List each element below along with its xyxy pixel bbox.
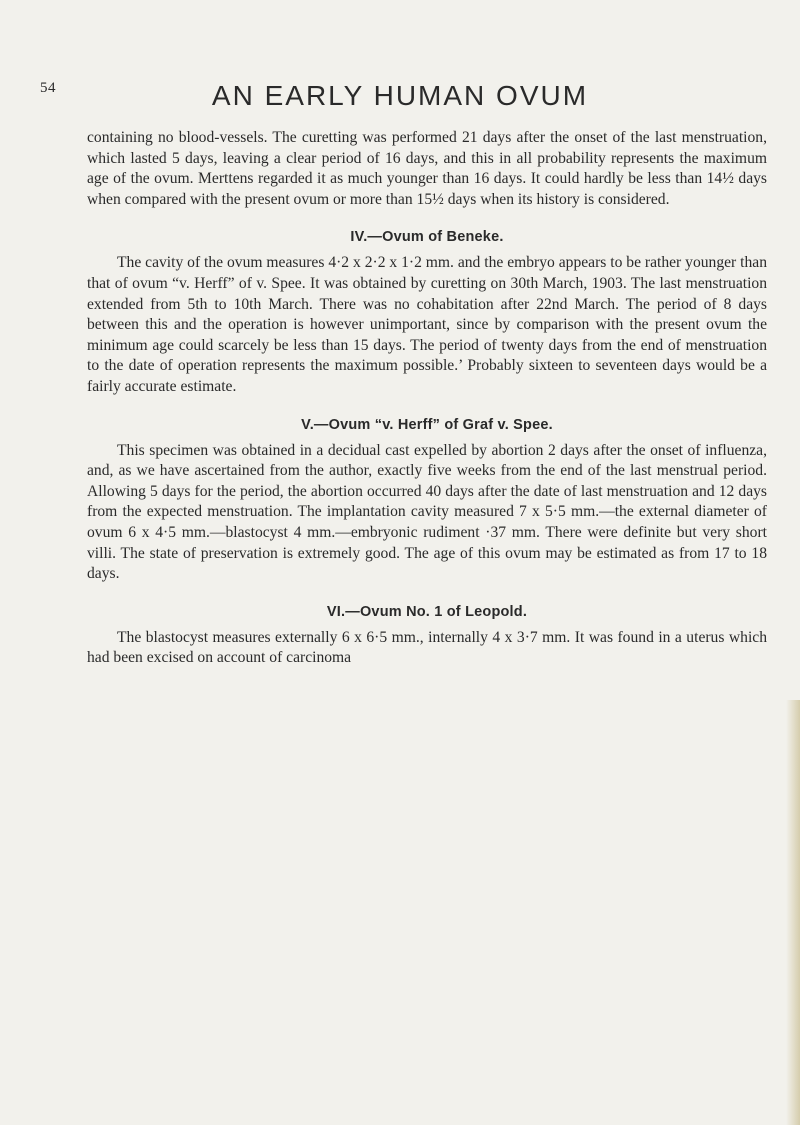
section-heading-iv: IV.—Ovum of Beneke. — [350, 229, 504, 246]
page-number: 54 — [40, 80, 56, 96]
section-heading-vi: VI.—Ovum No. 1 of Leopold. — [326, 603, 528, 620]
paragraph-continuation: containing no blood-vessels. The curetting was performed 21 days after the onset of the last menstruation, which lasted 5 days, leaving a clear period of 16 days, and this in all probability represents the maximum age of the ovum. Merttens regarded it as much younger than 16 days. It could hardly be less than 14½ days when compared with the present ovum or more than 15½ days when its history is considered. — [87, 129, 767, 208]
running-head: AN EARLY HUMAN OVUM — [211, 80, 589, 111]
body-text — [87, 128, 767, 669]
page-edge-shadow — [786, 700, 800, 1125]
paragraph-vi: The blastocyst measures externally 6 x 6·5 mm., internally 4 x 3·7 mm. It was found in a uterus which had been excised on account of carcinoma — [87, 628, 767, 667]
section-heading-v: V.—Ovum “v. Herff” of Graf v. Spee. — [301, 416, 553, 433]
paragraph-iv: The cavity of the ovum measures 4·2 x 2·2 x 1·2 mm. and the embryo appears to be rather younger than that of ovum “v. Herff” of v. Spee. It was obtained by curetting on 30th March, 1903. The last menstruation extended from 5th to 10th March. There was no cohabitation after 22nd March. The period of 8 days between this and the operation is however unimportant, since by comparison with the present ovum the minimum age could scarcely be less than 15 days. The period of twenty days from the end of menstruation to the date of operation represents the maximum possible.’ Probably sixteen to seventeen days would be a fairly accurate estimate. — [87, 254, 767, 395]
paragraph-v: This specimen was obtained in a decidual cast expelled by abortion 2 days after the onset of influenza, and, as we have ascertained from the author, exactly five weeks from the end of the last menstrual period. Allowing 5 days for the period, the abortion occurred 40 days after the date of last menstruation and 12 days from the expected menstruation. The implantation cavity measured 7 x 5·5 mm.—the external diameter of ovum 6 x 4·5 mm.—blastocyst 4 mm.—embryonic rudiment ·37 mm. There were definite but very short villi. The state of preservation is extremely good. The age of this ovum may be estimated as from 17 to 18 days. — [87, 441, 767, 583]
